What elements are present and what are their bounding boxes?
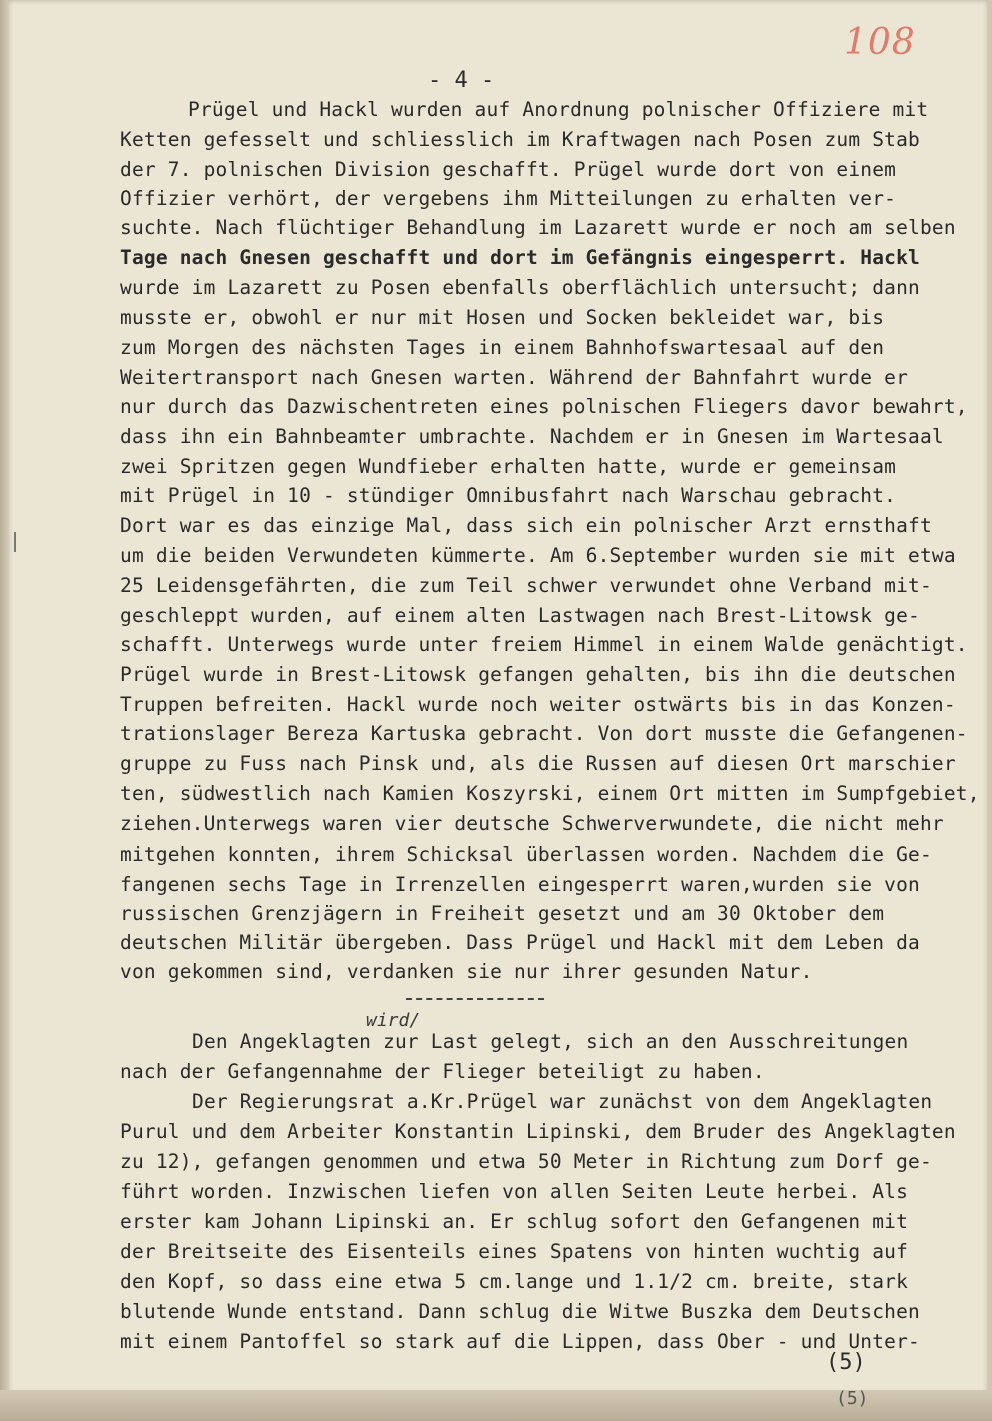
text-line: trationslager Bereza Kartuska gebracht. Von dort musste die Gefangenen- [120,722,968,745]
text-line: blutende Wunde entstand. Dann schlug die Witwe Buszka dem Deutschen [120,1300,920,1323]
text-line: geschleppt wurden, auf einem alten Lastwagen nach Brest-Litowsk ge- [120,604,920,627]
text-line: mitgehen konnten, ihrem Schicksal überlassen worden. Nachdem die Ge- [120,843,932,866]
text-line: Truppen befreiten. Hackl wurde noch weiter ostwärts bis in das Konzen- [120,693,956,716]
document-page [8,0,988,1395]
text-line: Offizier verhört, der vergebens ihm Mitteilungen zu erhalten ver- [120,187,897,210]
text-line: russischen Grenzjägern in Freiheit gesetzt und am 30 Oktober dem [120,902,885,925]
text-line: schafft. Unterwegs wurde unter freiem Himmel in einem Walde genächtigt. [120,633,968,656]
text-line: Dort war es das einzige Mal, dass sich ein polnischer Arzt ernsthaft [120,514,932,537]
text-line: Tage nach Gnesen geschafft und dort im Gefängnis eingesperrt. Hackl [120,246,920,269]
margin-mark [14,532,16,552]
text-line: mit einem Pantoffel so stark auf die Lippen, dass Ober - und Unter- [120,1330,920,1353]
continuation-marker: (5) [826,1350,866,1375]
text-line: zu 12), gefangen genommen und etwa 50 Meter in Richtung zum Dorf ge- [120,1150,932,1173]
text-line: Den Angeklagten zur Last gelegt, sich an den Ausschreitungen [192,1030,909,1053]
text-line: Weitertransport nach Gnesen warten. Während der Bahnfahrt wurde er [120,366,909,389]
text-line: mit Prügel in 10 - stündiger Omnibusfahrt nach Warschau gebracht. [120,484,897,507]
text-line: Purul und dem Arbeiter Konstantin Lipinski, dem Bruder des Angeklagten [120,1120,956,1143]
text-line: nach der Gefangennahme der Flieger beteiligt zu haben. [120,1060,765,1083]
text-line: dass ihn ein Bahnbeamter umbrachte. Nachdem er in Gnesen im Wartesaal [120,425,944,448]
text-line: den Kopf, so dass eine etwa 5 cm.lange und 1.1/2 cm. breite, stark [120,1270,909,1293]
text-line: Der Regierungsrat a.Kr.Prügel war zunächst von dem Angeklagten [192,1090,933,1113]
text-line: ten, südwestlich nach Kamien Koszyrski, einem Ort mitten im Sumpfgebiet, [120,782,980,805]
page-number: - 4 - [428,68,495,93]
text-line: von gekommen sind, verdanken sie nur ihrer gesunden Natur. [120,960,813,983]
text-line: der Breitseite des Eisenteils eines Spatens von hinten wuchtig auf [120,1240,909,1263]
section-separator [406,998,544,1000]
text-line: ziehen.Unterwegs waren vier deutsche Schwerverwundete, die nicht mehr [120,812,944,835]
text-line: 25 Leidensgefährten, die zum Teil schwer verwundet ohne Verband mit- [120,574,932,597]
archive-page-number: 108 [844,22,916,63]
text-line: um die beiden Verwundeten kümmerte. Am 6.September wurden sie mit etwa [120,544,956,567]
continuation-marker-faint: (5) [836,1388,869,1409]
text-line: suchte. Nach flüchtiger Behandlung im Lazarett wurde er noch am selben [120,216,956,239]
text-line: erster kam Johann Lipinski an. Er schlug sofort den Gefangenen mit [120,1210,909,1233]
text-line: der 7. polnischen Division geschafft. Prügel wurde dort von einem [120,158,897,181]
text-line: zwei Spritzen gegen Wundfieber erhalten hatte, wurde er gemeinsam [120,455,897,478]
text-line: zum Morgen des nächsten Tages in einem Bahnhofswartesaal auf den [120,336,885,359]
text-line: musste er, obwohl er nur mit Hosen und Socken bekleidet war, bis [120,306,885,329]
text-line: Prügel wurde in Brest-Litowsk gefangen gehalten, bis ihn die deutschen [120,663,956,686]
text-line: führt worden. Inzwischen liefen von allen Seiten Leute herbei. Als [120,1180,909,1203]
text-line: Prügel und Hackl wurden auf Anordnung polnischer Offiziere mit [188,98,929,121]
text-line: deutschen Militär übergeben. Dass Prügel und Hackl mit dem Leben da [120,931,920,954]
text-line: nur durch das Dazwischentreten eines polnischen Fliegers davor bewahrt, [120,395,968,418]
text-line: gruppe zu Fuss nach Pinsk und, als die Russen auf diesen Ort marschier [120,752,956,775]
text-line: Ketten gefesselt und schliesslich im Kraftwagen nach Posen zum Stab [120,128,920,151]
text-line: fangenen sechs Tage in Irrenzellen eingesperrt waren,wurden sie von [120,873,920,896]
text-line: wurde im Lazarett zu Posen ebenfalls oberflächlich untersucht; dann [120,276,920,299]
handwritten-insertion: wird/ [366,1010,421,1031]
